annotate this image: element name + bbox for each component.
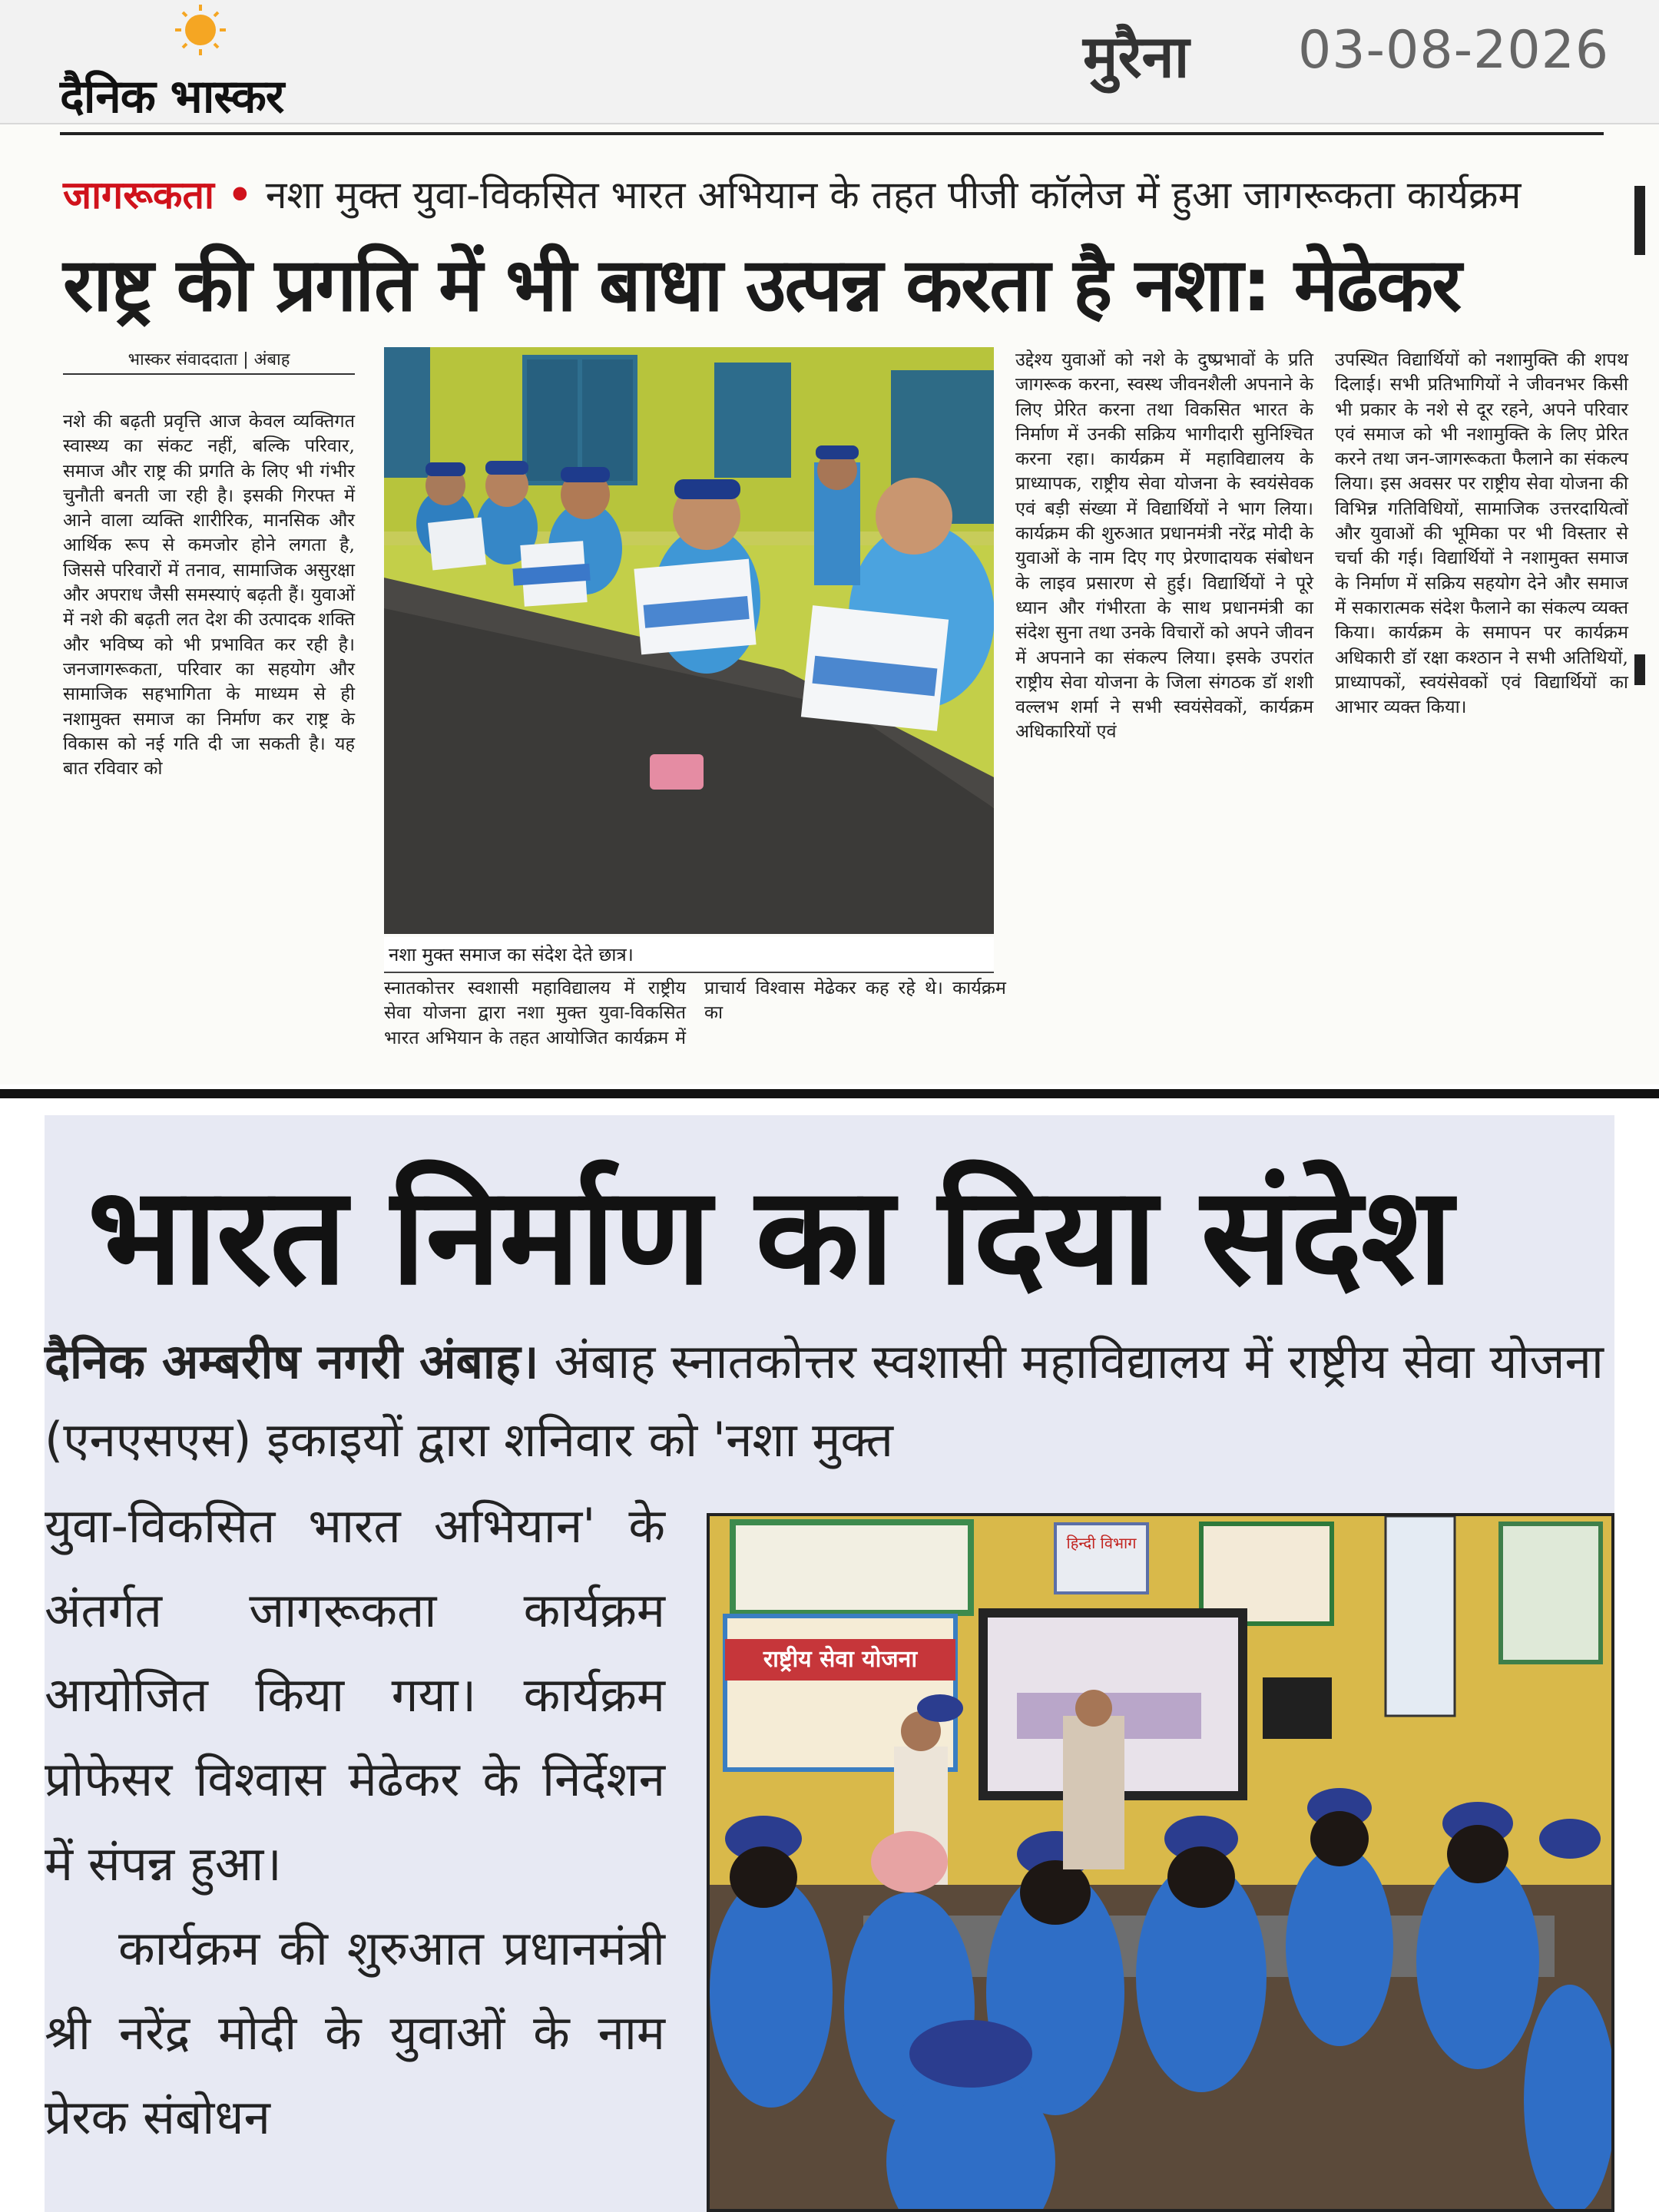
body-paragraph: [45, 1906, 665, 2160]
sun-icon: [174, 3, 227, 57]
masthead-bar: [0, 0, 1659, 124]
board-label: हिन्दी विभाग: [1066, 1534, 1137, 1552]
article-column-1: नशे की बढ़ती प्रवृत्ति आज केवल व्यक्तिगत स्वास्थ्य का संकट नहीं, बल्कि परिवार, समाज और राष्ट्र की प्रगति के लिए भी गंभीर चुनौती बनती जा रही है। इसकी गिरफ्त में आने वाला व्यक्ति शारीरिक, मानसिक और आर्थिक रूप से कमजोर होने लगता है, जिससे परिवारों में तनाव, सामाजिक असुरक्षा और अपराध जैसी समस्याएं बढ़ती हैं। युवाओं में नशे की बढ़ती लत देश की उत्पादक शक्ति और भविष्य को भी प्रभावित कर रही है। जनजागरूकता, परिवार का सहयोग और सामाजिक सहभागिता के माध्यम से ही नशामुक्त समाज का निर्माण कर राष्ट्र के विकास को नई गति दी जा सकती है। यह बात रविवार को: [63, 410, 355, 780]
classroom-photo: [384, 347, 994, 934]
students-with-posters-illustration: [384, 347, 994, 934]
edge-mark: [1634, 186, 1645, 255]
lead-text: अंबाह स्नातकोत्तर स्वशासी महाविद्यालय में राष्ट्रीय सेवा योजना (एनएसएस) इकाइयों द्वारा शनिवार को 'नशा मुक्त: [45, 1333, 1604, 1468]
kicker-label: जागरूकता: [63, 173, 214, 217]
edition-date: 03-08-2026: [1298, 20, 1610, 81]
article-body: [45, 1484, 665, 2160]
banner-label: राष्ट्रीय सेवा योजना: [763, 1646, 918, 1673]
lead-paragraph: [45, 1323, 1604, 1479]
newspaper-name: दैनिक भास्कर: [60, 70, 284, 124]
article-column-3: उद्देश्य युवाओं को नशे के दुष्प्रभावों के प्रति जागरूक करना, स्वस्थ जीवनशैली अपनाने के लिए प्रेरित करना तथा विकसित भारत के निर्माण में उनकी सक्रिय भागीदारी सुनिश्चित करना रहा। कार्यक्रम में महाविद्यालय के प्राध्यापक, राष्ट्रीय सेवा योजना के स्वयंसेवक एवं बड़ी संख्या में विद्यार्थियों ने भाग लिया। कार्यक्रम की शुरुआत प्रधानमंत्री नरेंद्र मोदी के युवाओं के नाम दिए गए प्रेरणादायक संबोधन के लाइव प्रसारण से हुई। विद्यार्थियों ने पूरे ध्यान और गंभीरता के साथ प्रधानमंत्री का संदेश सुना तथा उनके विचारों को अपने जीवन में अपनाने का संकल्प लिया। इसके उपरांत राष्ट्रीय सेवा योजना के जिला संगठक डॉ शशी वल्लभ शर्मा ने सभी स्वयंसेवकों, कार्यक्रम अधिकारियों एवं: [1015, 349, 1313, 743]
byline: भास्कर संवाददाता | अंबाह: [63, 347, 355, 375]
headline: भारत निर्माण का दिया संदेश: [88, 1157, 1452, 1315]
top-rule: [60, 132, 1604, 135]
clipping-divider: [0, 1089, 1659, 1098]
edge-mark: [1634, 654, 1645, 685]
article-column-4: उपस्थित विद्यार्थियों को नशामुक्ति की शपथ दिलाई। सभी प्रतिभागियों ने जीवनभर किसी भी प्रकार के नशे से दूर रहने, अपने परिवार एवं समाज को भी नशामुक्ति के लिए प्रेरित करने तथा जन-जागरूकता फैलाने का संकल्प लिया। इस अवसर पर राष्ट्रीय सेवा योजना की विभिन्न गतिविधियों, सामाजिक उत्तरदायित्वों और युवाओं की भूमिका पर भी विस्तार से चर्चा की गई। विद्यार्थियों ने नशामुक्त समाज के निर्माण में सक्रिय सहयोग देने और समाज में सकारात्मक संदेश फैलाने का संकल्प व्यक्त किया। कार्यक्रम के समापन पर कार्यक्रम अधिकारी डॉ रक्षा कश्ठान ने सभी अतिथियों, प्राध्यापकों, स्वयंसेवकों एवं विद्यार्थियों का आभार व्यक्त किया।: [1335, 349, 1628, 718]
dateline: दैनिक अम्बरीष नगरी अंबाह।: [45, 1333, 539, 1389]
event-photo: [707, 1513, 1614, 2212]
article-clipping-1: [0, 124, 1659, 1084]
body-paragraph-text: कार्यक्रम की शुरुआत प्रधानमंत्री श्री नरेंद्र मोदी के युवाओं के नाम प्रेरक संबोधन: [45, 1920, 665, 2145]
kicker-text: नशा मुक्त युवा-विकसित भारत अभियान के तहत पीजी कॉलेज में हुआ जागरूकता कार्यक्रम: [265, 173, 1522, 217]
edition-city: मुरैना: [1083, 22, 1190, 91]
bullet-icon: •: [214, 173, 266, 217]
article-clipping-2: [45, 1115, 1614, 2212]
kicker: [63, 167, 1521, 220]
photo-caption: नशा मुक्त समाज का संदेश देते छात्र।: [384, 937, 994, 973]
article-text-under-photo: स्नातकोत्तर स्वशासी महाविद्यालय में राष्ट्रीय सेवा योजना द्वारा नशा मुक्त युवा-विकसित भारत अभियान के तहत आयोजित कार्यक्रम में प्राचार्य विश्वास मेढेकर कह रहे थे। कार्यक्रम का: [384, 977, 1006, 1048]
body-paragraph: युवा-विकसित भारत अभियान' के अंतर्गत जागरूकता कार्यक्रम आयोजित किया गया। कार्यक्रम प्रोफेसर विश्वास मेढेकर के निर्देशन में संपन्न हुआ।: [45, 1498, 665, 1892]
headline: राष्ट्र की प्रगति में भी बाधा उत्पन्न करता है नशा: मेढेकर: [63, 242, 1461, 328]
nss-event-illustration: [710, 1516, 1611, 2209]
